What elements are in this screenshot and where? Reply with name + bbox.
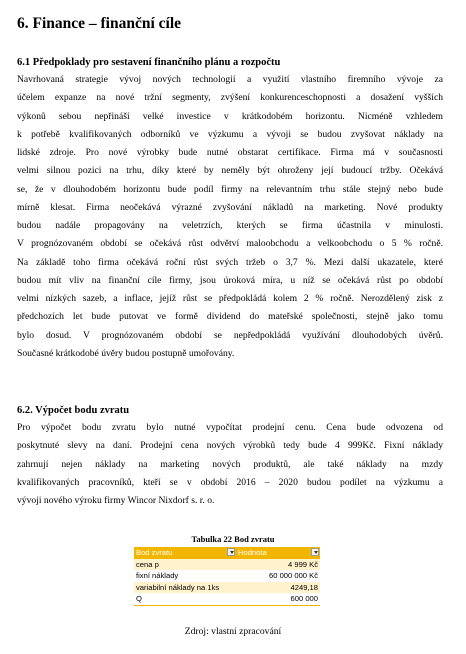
- paragraph-line: Pro výpočet bodu zvratu bylo nutné vypočítat prodejní cenu. Cena bude odvozena od: [17, 422, 443, 433]
- section-heading-6-1: 6.1 Předpoklady pro sestavení finančního plánu a rozpočtu: [17, 57, 281, 68]
- table-row: [134, 559, 320, 571]
- table-row: [134, 570, 320, 582]
- header-cell-bod-zvratu[interactable]: [134, 547, 236, 559]
- row-label: cena p: [134, 559, 236, 571]
- section-1-paragraph: [17, 71, 443, 363]
- paragraph-line: se, že v dlouhodobém horizontu bude podíl firmy na relevantním trhu stále stejný nebo bude: [17, 183, 443, 195]
- paragraph-line: bylo dosud. V prognózovaném období se nepředpokládá využívání dlouhodobých úvěrů.: [17, 329, 443, 341]
- table-row: [134, 593, 320, 605]
- table-header-row: [134, 547, 320, 559]
- row-value: 4249,18: [236, 582, 320, 594]
- table-caption: Tabulka 22 Bod zvratu: [191, 534, 275, 544]
- break-even-table: [134, 547, 320, 606]
- row-label: Q: [134, 593, 236, 605]
- paragraph-line: zahrnují nejen náklady na marketing nových produktů, ale také náklady na mzdy: [17, 458, 443, 470]
- source-note: Zdroj: vlastní zpracování: [184, 626, 282, 637]
- paragraph-line: velmi silnou pozici na trhu, díky které by neměly být ohroženy její budoucí tržby. Očekává: [17, 165, 443, 177]
- paragraph-line: velmi nízkých sazeb, a inflace, jejíž růst se předpokládá kolem 2 % ročně. Nerozdělený zisk z: [17, 293, 443, 304]
- paragraph-line: vývoji nového výroku firmy Wincor Nixdorf s. r. o.: [17, 495, 215, 506]
- header-label: Hodnota: [238, 548, 267, 557]
- section-2-paragraph: [17, 419, 443, 510]
- paragraph-line: Současné krátkodobé úvěry budou postupně umořovány.: [17, 347, 235, 359]
- paragraph-line: lidské zdroje. Pro nové výrobky bude nutné obstarat certifikace. Firma má v současnosti: [17, 147, 443, 158]
- row-value: 600 000: [236, 593, 320, 605]
- header-label: Bod zvratu: [136, 548, 173, 557]
- paragraph-line: účelem expanze na nové tržní segmenty, zvýšení konkurenceschopnosti a dosažení vyšších: [17, 92, 443, 104]
- table-row: [134, 582, 320, 594]
- paragraph-line: Na základě toho firma očekává roční růst svých tržeb o 3,7 %. Mezi další ukazatele, které: [17, 256, 443, 268]
- paragraph-line: mírně klesat. Firma neočekává výrazné zvyšování nákladů na marketing. Nové produkty: [17, 201, 443, 213]
- paragraph-line: výkonů sebou nepřináší velké investice v krátkodobém horizontu. Nicméně vzhledem: [17, 110, 443, 122]
- row-value: 60 000 000 Kč: [236, 570, 320, 582]
- paragraph-line: poskytnuté slevy na daní. Prodejní cena nových výrobků tedy bude 4 999Kč. Fixní náklady: [17, 440, 443, 452]
- chapter-title: 6. Finance – finanční cíle: [17, 15, 182, 32]
- filter-dropdown-icon[interactable]: [227, 548, 235, 556]
- paragraph-line: předchozích let bude putovat ve formě dividend do mateřské společnosti, stejně jako tomu: [17, 311, 443, 323]
- paragraph-line: Navrhovaná strategie vývoj nových technologií a využití vlastního firemního vývoje za: [17, 74, 443, 85]
- filter-dropdown-icon[interactable]: [311, 548, 319, 556]
- paragraph-line: V prognózovaném období se očekává růst odvětví maloobchodu a velkoobchodu o 5 % ročně.: [17, 238, 443, 250]
- paragraph-line: kvalifikovaných pracovníků, kteří se v období 2016 – 2020 budou podílet na výzkumu a: [17, 476, 443, 488]
- paragraph-line: budou nadále propagovány na veletrzích, kterých se firma účastnila v minulosti.: [17, 220, 443, 231]
- section-heading-6-2: 6.2. Výpočet bodu zvratu: [17, 405, 130, 416]
- row-label: fixní náklady: [134, 570, 236, 582]
- paragraph-line: k potřebě kvalifikovaných odborníků ve výzkumu a vývoji se budou zvyšovat náklady na: [17, 128, 443, 140]
- row-label: variabilní náklady na 1ks: [134, 582, 236, 594]
- paragraph-line: budou mít vliv na finanční cíle firmy, jsou úroková míra, u níž se očekává růst po období: [17, 274, 443, 286]
- header-cell-hodnota[interactable]: [236, 547, 320, 559]
- row-value: 4 999 Kč: [236, 559, 320, 571]
